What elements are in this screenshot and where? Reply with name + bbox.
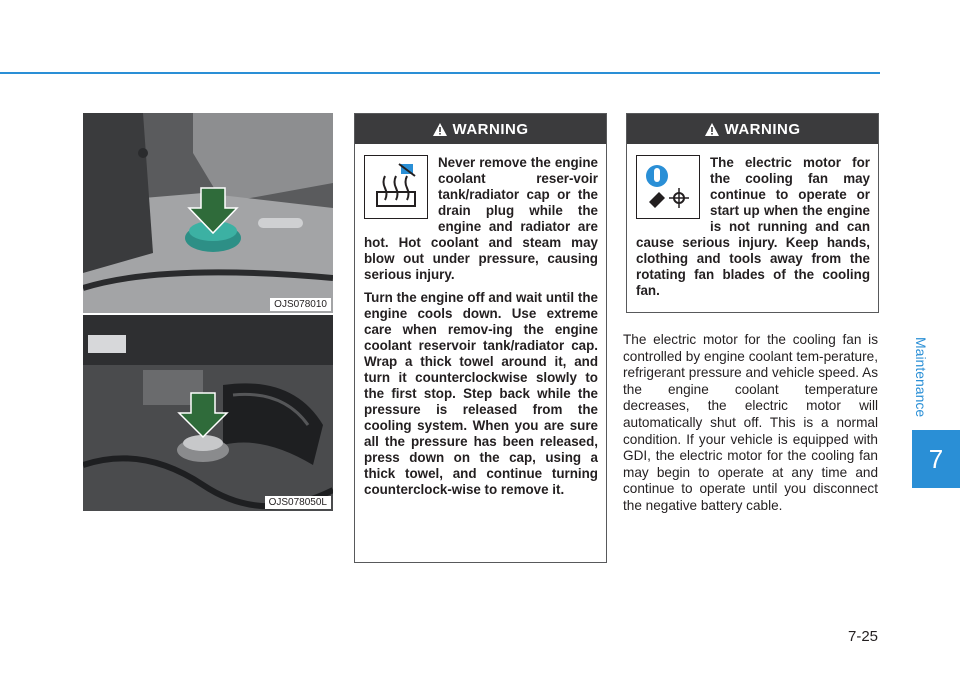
engine-photo-2	[83, 315, 333, 511]
engine-photo-1-illustration	[83, 113, 333, 313]
photo-1-code: OJS078010	[270, 298, 331, 311]
warning-title: WARNING	[452, 120, 529, 138]
warning-box-fan	[626, 113, 879, 313]
engine-photo-2-illustration	[83, 315, 333, 511]
engine-photo-1	[83, 113, 333, 313]
header-rule	[0, 72, 880, 74]
warning-box-coolant	[354, 113, 607, 563]
cooling-fan-description: The electric motor for the cooling fan is controlled by engine coolant tem-perature, refrigerant pressure and vehicle speed. As the engine coolant temperature decreases, the electric motor will automatically shut off. This is a normal condition. If your vehicle is equipped with GDI, the electric motor for the cooling fan may begin to operate at any time and continue to operate until you disconnect the negative battery cable.	[623, 332, 878, 513]
hot-coolant-icon	[364, 155, 428, 219]
warning-1-paragraph-1: Never remove the engine coolant reser-voir tank/radiator cap or the drain plug while the engine and radiator are hot. Hot coolant and steam may blow out under pressure, causing serious injury.	[364, 155, 598, 282]
photo-2-code: OJS078050L	[265, 496, 331, 509]
warning-2-paragraph-1: The electric motor for the cooling fan may continue to operate or start up when the engine is not running and can cause serious injury. Keep hands, clothing and tools away from the rotating fan blades of the cooling fan.	[636, 155, 870, 298]
warning-header	[355, 114, 606, 144]
hot-coolant-pictogram	[371, 162, 421, 212]
hand-fan-pictogram	[643, 162, 693, 212]
chapter-tab: 7	[912, 430, 960, 488]
hand-fan-icon	[636, 155, 700, 219]
warning-title: WARNING	[724, 120, 801, 138]
warning-header	[627, 114, 878, 144]
warning-triangle-icon	[705, 123, 719, 136]
warning-triangle-icon	[433, 123, 447, 136]
page-number: 7-25	[848, 628, 879, 645]
warning-1-paragraph-2: Turn the engine off and wait until the engine cools down. Use extreme care when remov-ing the engine coolant reservoir tank/radiator cap. Wrap a thick towel around it, and turn it counterclockwise slowly to the first stop. Step back while the pressure is released from the cooling system. When you are sure all the pressure has been released, press down on the cap, using a thick towel, and continue turning counterclock-wise to remove it.	[364, 290, 598, 497]
